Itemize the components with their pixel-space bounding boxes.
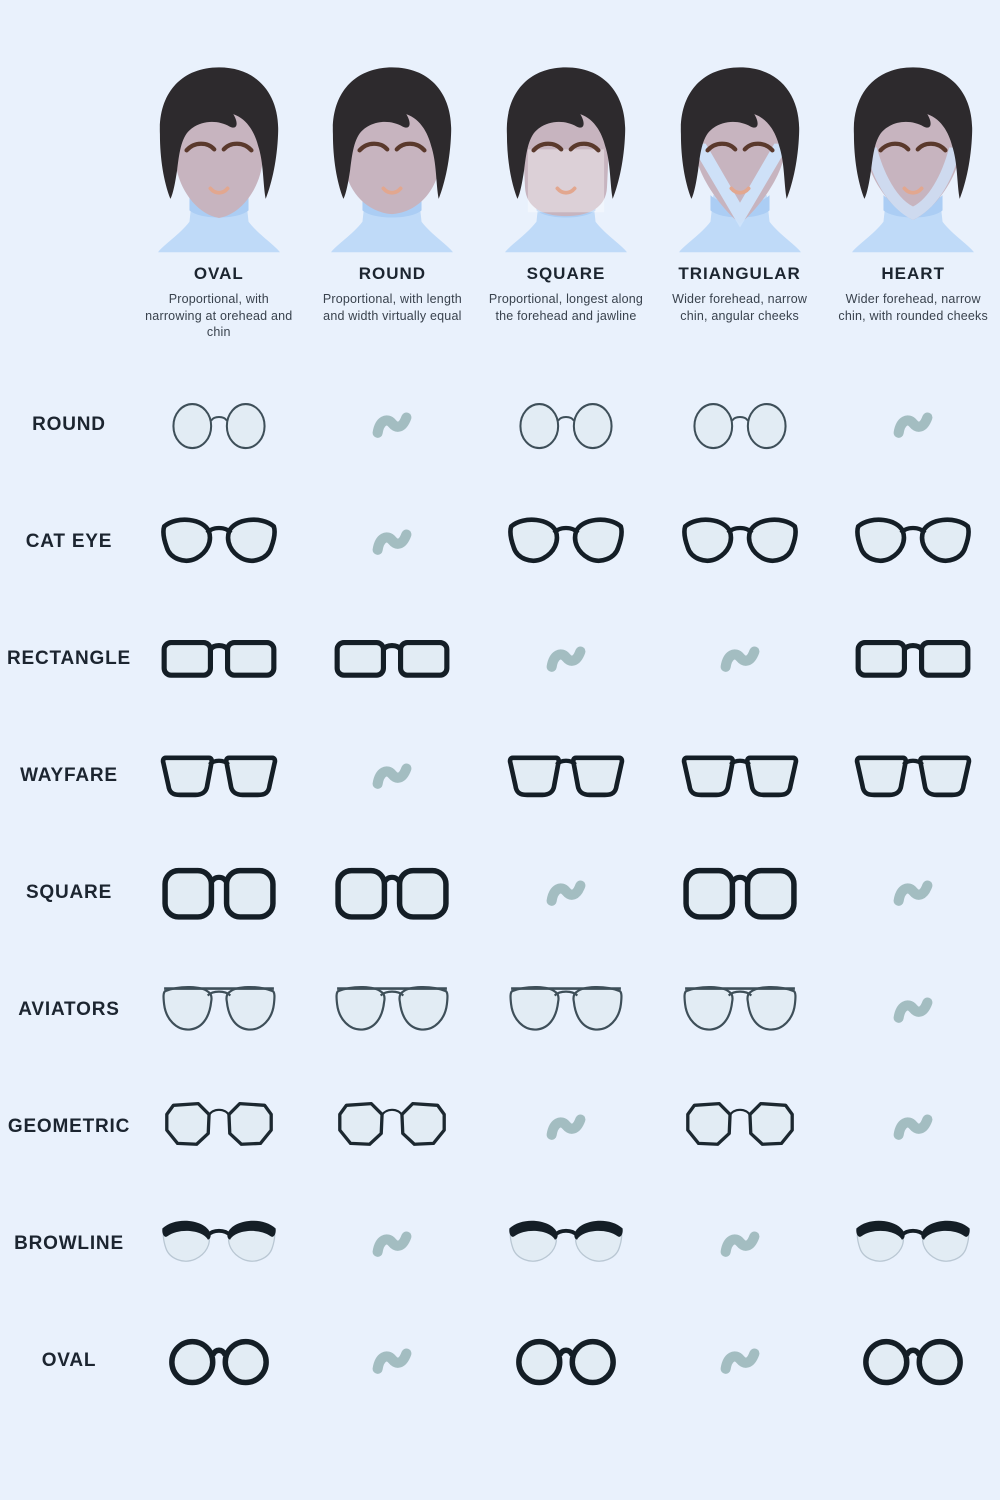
- cell-cat_eye-no-match: [306, 523, 480, 561]
- triangular-face-illustration: [656, 56, 824, 258]
- row-cat_eye: [0, 484, 1000, 601]
- glasses-style-label: GEOMETRIC: [7, 1116, 131, 1137]
- cell-aviators-no-match: [826, 991, 1000, 1029]
- row-round: [0, 367, 1000, 484]
- cell-geometric-no-match: [826, 1108, 1000, 1146]
- browline-glasses-icon: [853, 1213, 973, 1275]
- squiggle-icon: [369, 523, 415, 561]
- cell-browline-no-match: [653, 1225, 827, 1263]
- header-label-spacer: [0, 56, 132, 341]
- cell-rectangle-match: [306, 628, 480, 690]
- cat_eye-glasses-icon: [160, 512, 278, 573]
- cell-cat_eye-match: [653, 512, 827, 573]
- glasses-style-label: CAT EYE: [25, 531, 113, 552]
- row-geometric: [0, 1069, 1000, 1186]
- face-shape-label: ROUND: [358, 264, 427, 283]
- browline-glasses-icon: [159, 1213, 279, 1275]
- cell-aviators-match: [479, 979, 653, 1042]
- cell-oval-no-match: [306, 1342, 480, 1380]
- wayfare-glasses-icon: [507, 746, 625, 807]
- squiggle-icon: [890, 874, 936, 912]
- squiggle-icon: [369, 406, 415, 444]
- cell-wayfare-match: [132, 746, 306, 807]
- wayfare-glasses-icon: [681, 746, 799, 807]
- glasses-style-label: RECTANGLE: [6, 648, 131, 669]
- oval-glasses-icon: [858, 1333, 968, 1390]
- face-column-oval: [132, 56, 306, 341]
- cell-square-match: [306, 863, 480, 924]
- glasses-style-label: OVAL: [41, 1350, 97, 1371]
- round-glasses-icon: [685, 397, 795, 454]
- cell-wayfare-match: [479, 746, 653, 807]
- row-rectangle: [0, 601, 1000, 718]
- cell-rectangle-match: [132, 628, 306, 690]
- cell-round-no-match: [306, 406, 480, 444]
- cell-aviators-match: [306, 979, 480, 1042]
- cell-geometric-match: [306, 1097, 480, 1157]
- square-glasses-icon: [333, 863, 451, 924]
- cell-aviators-match: [132, 979, 306, 1042]
- cell-rectangle-no-match: [479, 640, 653, 678]
- face-column-triangular: [653, 56, 827, 341]
- aviators-glasses-icon: [505, 979, 627, 1042]
- square-face-illustration: [482, 56, 650, 258]
- cat_eye-glasses-icon: [854, 512, 972, 573]
- cell-geometric-no-match: [479, 1108, 653, 1146]
- cell-square-no-match: [826, 874, 1000, 912]
- cell-browline-match: [826, 1213, 1000, 1275]
- squiggle-icon: [890, 406, 936, 444]
- squiggle-icon: [543, 874, 589, 912]
- face-shape-label: TRIANGULAR: [678, 264, 801, 283]
- glasses-style-label: ROUND: [32, 414, 106, 435]
- squiggle-icon: [369, 1342, 415, 1380]
- rectangle-glasses-icon: [853, 628, 973, 690]
- round-face-illustration: [308, 56, 476, 258]
- cell-square-no-match: [479, 874, 653, 912]
- cell-round-match: [132, 397, 306, 454]
- cell-browline-no-match: [306, 1225, 480, 1263]
- cell-oval-no-match: [653, 1342, 827, 1380]
- square-glasses-icon: [681, 863, 799, 924]
- squiggle-icon: [717, 1342, 763, 1380]
- cell-geometric-match: [653, 1097, 827, 1157]
- cell-browline-match: [479, 1213, 653, 1275]
- square-glasses-icon: [160, 863, 278, 924]
- oval-face-illustration: [135, 56, 303, 258]
- face-shape-description: Proportional, longest along the forehead and jawline: [488, 292, 644, 323]
- cell-oval-match: [132, 1333, 306, 1390]
- face-column-square: [479, 56, 653, 341]
- glasses-style-label: BROWLINE: [14, 1233, 124, 1254]
- cell-rectangle-match: [826, 628, 1000, 690]
- cell-square-match: [653, 863, 827, 924]
- face-column-heart: [826, 56, 1000, 341]
- row-browline: [0, 1186, 1000, 1303]
- glasses-style-label: SQUARE: [25, 882, 113, 903]
- cat_eye-glasses-icon: [507, 512, 625, 573]
- squiggle-icon: [717, 1225, 763, 1263]
- heart-face-illustration: [829, 56, 997, 258]
- cell-wayfare-no-match: [306, 757, 480, 795]
- squiggle-icon: [543, 640, 589, 678]
- round-glasses-icon: [164, 397, 274, 454]
- squiggle-icon: [369, 757, 415, 795]
- wayfare-glasses-icon: [160, 746, 278, 807]
- cell-oval-match: [826, 1333, 1000, 1390]
- aviators-glasses-icon: [331, 979, 453, 1042]
- cell-round-no-match: [826, 406, 1000, 444]
- row-wayfare: [0, 718, 1000, 835]
- face-shape-label: HEART: [881, 264, 945, 283]
- squiggle-icon: [369, 1225, 415, 1263]
- glasses-suitability-grid: [0, 367, 1000, 1420]
- cell-geometric-match: [132, 1097, 306, 1157]
- cell-cat_eye-match: [479, 512, 653, 573]
- face-shapes-header: [0, 56, 1000, 341]
- wayfare-glasses-icon: [854, 746, 972, 807]
- geometric-glasses-icon: [682, 1097, 798, 1157]
- cell-browline-match: [132, 1213, 306, 1275]
- face-shape-description: Proportional, with narrowing at orehead and chin: [145, 292, 293, 339]
- face-column-round: [306, 56, 480, 341]
- squiggle-icon: [717, 640, 763, 678]
- rectangle-glasses-icon: [159, 628, 279, 690]
- oval-glasses-icon: [164, 1333, 274, 1390]
- face-shape-label: SQUARE: [526, 264, 606, 283]
- squiggle-icon: [543, 1108, 589, 1146]
- rectangle-glasses-icon: [332, 628, 452, 690]
- cell-cat_eye-match: [826, 512, 1000, 573]
- glasses-style-label: WAYFARE: [20, 765, 118, 786]
- aviators-glasses-icon: [679, 979, 801, 1042]
- cell-oval-match: [479, 1333, 653, 1390]
- oval-glasses-icon: [511, 1333, 621, 1390]
- cell-cat_eye-match: [132, 512, 306, 573]
- cell-round-match: [479, 397, 653, 454]
- cell-square-match: [132, 863, 306, 924]
- geometric-glasses-icon: [161, 1097, 277, 1157]
- cell-round-match: [653, 397, 827, 454]
- face-shape-description: Wider forehead, narrow chin, with rounded cheeks: [838, 292, 988, 323]
- round-glasses-icon: [511, 397, 621, 454]
- aviators-glasses-icon: [158, 979, 280, 1042]
- row-aviators: [0, 952, 1000, 1069]
- geometric-glasses-icon: [334, 1097, 450, 1157]
- cell-rectangle-no-match: [653, 640, 827, 678]
- squiggle-icon: [890, 1108, 936, 1146]
- face-shape-label: OVAL: [193, 264, 244, 283]
- cell-wayfare-match: [826, 746, 1000, 807]
- glasses-style-label: AVIATORS: [18, 999, 120, 1020]
- face-shape-description: Proportional, with length and width virtually equal: [322, 292, 462, 323]
- row-square: [0, 835, 1000, 952]
- squiggle-icon: [890, 991, 936, 1029]
- cell-aviators-match: [653, 979, 827, 1042]
- cat_eye-glasses-icon: [681, 512, 799, 573]
- cell-wayfare-match: [653, 746, 827, 807]
- face-shape-description: Wider forehead, narrow chin, angular cheeks: [672, 292, 808, 323]
- row-oval: [0, 1303, 1000, 1420]
- browline-glasses-icon: [506, 1213, 626, 1275]
